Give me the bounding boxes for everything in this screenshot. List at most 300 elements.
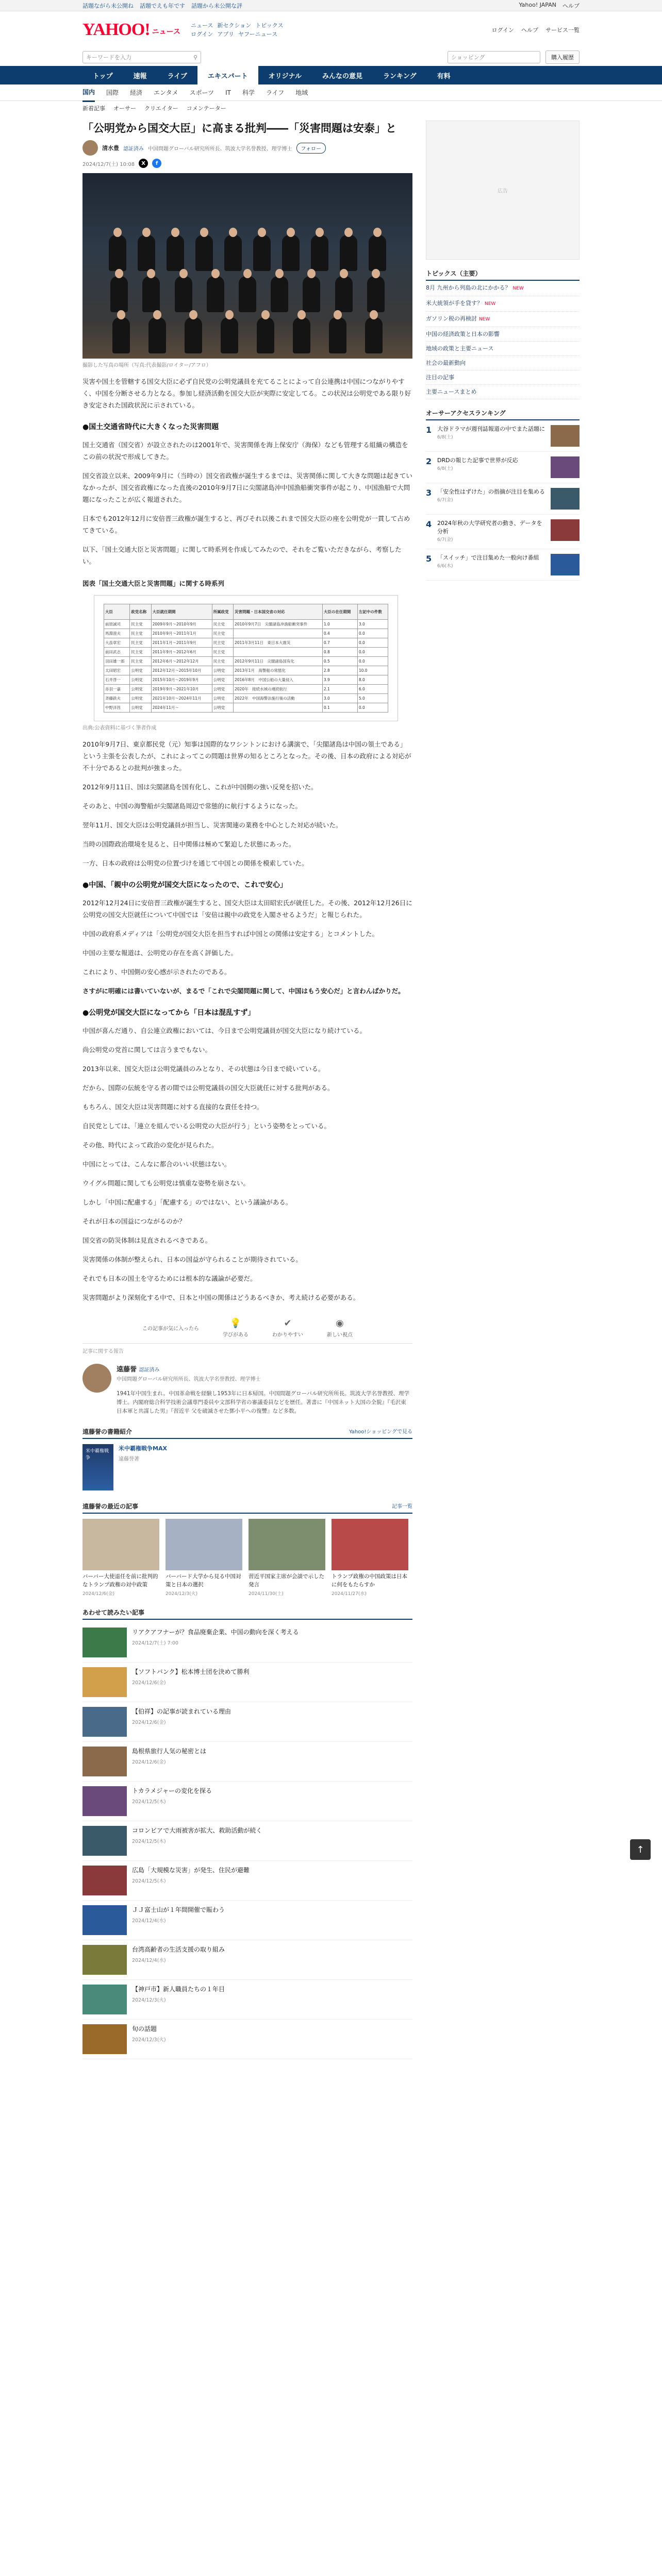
also-item[interactable]: [82, 1821, 412, 1861]
body-paragraph: もちろん、国交大臣は災害問題に対する直接的な責任を持つ。: [82, 1103, 263, 1111]
recent-card-date: 2024/12/6(金): [82, 1591, 115, 1597]
table-cell: 民主党: [130, 620, 151, 629]
rank-date: 6/7(金): [437, 498, 453, 503]
also-item-date: 2024/12/4(水): [132, 1958, 166, 1963]
table-cell: 民主党: [130, 657, 151, 666]
profile-title: 中国問題グローバル研究所所長、筑波大学名誉教授、理学博士: [117, 1377, 261, 1382]
also-item[interactable]: [82, 1980, 412, 2020]
author-avatar[interactable]: [82, 140, 98, 156]
table-cell: 前原誠司: [104, 620, 130, 629]
body-paragraph: 中国の主要な報道は、公明党の存在を高く評価した。: [82, 949, 238, 957]
also-item-title: ＪＪ富士山が１年間開催で賑わう: [132, 1906, 225, 1913]
expert-link-commentator[interactable]: コメンテーター: [186, 105, 226, 112]
book-author: 遠藤誉著: [119, 1456, 139, 1462]
table-cell: 2.8: [322, 666, 357, 675]
author-name[interactable]: 清水豊: [102, 145, 119, 151]
category-economy[interactable]: 経済: [130, 89, 143, 96]
reaction-new-label: 新しい視点: [327, 1332, 353, 1338]
table-cell: 公明党: [212, 694, 233, 703]
search-icon[interactable]: ⚲: [193, 54, 197, 61]
also-thumb: [82, 1826, 127, 1856]
also-item-date: 2024/12/7(土) 7:00: [132, 1640, 178, 1646]
nav-original[interactable]: オリジナル: [268, 72, 302, 80]
also-item[interactable]: [82, 2020, 412, 2059]
expert-link-author[interactable]: オーサー: [113, 105, 136, 112]
nav-breaking[interactable]: 速報: [133, 72, 147, 80]
topic-item[interactable]: [426, 356, 580, 370]
table-row: [104, 666, 388, 675]
book-item[interactable]: [82, 1444, 412, 1490]
table-cell: 馬淵澄夫: [104, 629, 130, 638]
timeline-table: [94, 595, 398, 721]
recent-title: 遠藤誉の最近の記事: [82, 1503, 139, 1510]
also-item-date: 2024/12/5(木): [132, 1799, 166, 1805]
topics-list: [426, 281, 580, 399]
reaction-clear[interactable]: [272, 1318, 303, 1338]
body-paragraph: 中国の政府系メディアは「公明党が国交大臣を担当すれば中国との関係は安定する」とコメントした。: [82, 930, 379, 938]
body-paragraph: 2012年12月24日に安倍晋三政権が誕生すると、国交大臣は太田昭宏氏が就任した。その後、2012年12月26日に公明党の国交大臣就任について中国では「安倍は親中の政党を入閣させるようだ」と報じられた。: [82, 899, 412, 919]
header-link-5[interactable]: アプリ: [217, 31, 234, 38]
table-cell: 2012年9月11日 尖閣諸島国有化: [234, 657, 323, 666]
also-item[interactable]: [82, 1623, 412, 1663]
topic-item[interactable]: [426, 312, 580, 327]
table-cell: 2011年3月11日 東日本大震災: [234, 638, 323, 648]
recent-card[interactable]: [82, 1519, 159, 1597]
new-badge: NEW: [485, 301, 496, 307]
header-link-6[interactable]: ヤフーニュース: [238, 31, 278, 38]
table-cell: 2012年6月〜2012年12月: [151, 657, 212, 666]
search-input[interactable]: [82, 51, 201, 63]
ranking-header: オーサーアクセスランキング: [426, 409, 580, 420]
rank-number: 1: [426, 425, 432, 435]
also-item-date: 2024/12/4(水): [132, 1918, 166, 1924]
table-cell: 民主党: [130, 638, 151, 648]
author-title: 中国問題グローバル研究所所長、筑波大学名誉教授、理学博士: [148, 146, 292, 152]
recent-card[interactable]: [166, 1519, 242, 1597]
table-cell: 2020年 接続水域の連続航行: [234, 685, 323, 694]
body-paragraph: 災害関係の体制が整えられ、日本の国益が守られることが期待されている。: [82, 1256, 302, 1263]
profile-name[interactable]: 遠藤誉: [117, 1366, 137, 1374]
topic-text: 注目の記事: [426, 374, 454, 381]
table-cell: 2010年9月〜2011年1月: [151, 629, 212, 638]
category-sports[interactable]: スポーツ: [189, 89, 214, 96]
rank-title: 「安全性はずけた」の指摘が注目を集める: [437, 488, 545, 495]
profile-avatar[interactable]: [82, 1364, 111, 1393]
recent-card-title: バーバード大学から見る中国対策と日本の選択: [166, 1573, 241, 1588]
eye-icon: ◉: [336, 1318, 344, 1329]
body-paragraph: 尚公明党の党首に関しては言うまでもない。: [82, 1046, 212, 1054]
also-item-title: 島根県旅行人気の秘密とは: [132, 1748, 207, 1755]
also-item[interactable]: [82, 1940, 412, 1980]
table-cell: 2011年1月〜2011年9月: [151, 638, 212, 648]
table-cell: 公明党: [130, 703, 151, 713]
ranking-item[interactable]: [426, 420, 580, 452]
also-item[interactable]: [82, 1702, 412, 1742]
shopping-link[interactable]: Yahoo!ショッピングで見る: [349, 1429, 412, 1435]
all-articles-link[interactable]: 記事一覧: [392, 1504, 412, 1510]
also-item-title: 旬の話題: [132, 2025, 157, 2032]
books-title: 遠藤誉の書籍紹介: [82, 1428, 133, 1435]
category-life[interactable]: ライフ: [266, 89, 285, 96]
body-paragraph: 国交省設立以来、2009年9月に（当時の）国交省政権が誕生するまでは、災害関係に関して大きな問題は起きていなかったが、国交省政権になった直後の2010年9月7日に尖閣諸島沖中国漁船衝突事件が起こり、中国漁船で大問題になったことが広く報道された。: [82, 472, 412, 503]
also-item-date: 2024/12/5(木): [132, 1878, 166, 1884]
header-link-4[interactable]: ログイン: [190, 31, 213, 38]
body-paragraph: しかし「中国に配慮する」「配慮する」のではない、という議論がある。: [82, 1198, 292, 1206]
also-item-title: 台湾高齢者の生活支援の取り組み: [132, 1946, 225, 1953]
top-bar: [0, 0, 662, 11]
category-entertainment[interactable]: エンタメ: [154, 89, 178, 96]
recent-card-date: 2024/11/30(土): [249, 1591, 284, 1597]
also-item[interactable]: [82, 1663, 412, 1702]
body-paragraph: それでも日本の国土を守るためには根本的な議論が必要だ。: [82, 1275, 257, 1282]
nav-ranking[interactable]: ランキング: [383, 72, 417, 80]
table-cell: 公明党: [212, 666, 233, 675]
table-cell: 0.1: [322, 703, 357, 713]
table-row: [104, 685, 388, 694]
ranking-item[interactable]: [426, 515, 580, 549]
table-cell: 0.0: [357, 703, 388, 713]
table-cell: 0.8: [322, 648, 357, 657]
table-cell: 公明党: [212, 675, 233, 685]
table-cell: 民主党: [212, 638, 233, 648]
table-cell: 公明党: [130, 685, 151, 694]
also-item[interactable]: [82, 1901, 412, 1940]
table-row: [104, 675, 388, 685]
nav-top[interactable]: トップ: [93, 72, 113, 80]
site-header: [0, 11, 662, 48]
table-cell: 民主党: [130, 648, 151, 657]
also-thumb: [82, 1707, 127, 1737]
topic-text: 中国の経済政策と日本の影響: [426, 331, 500, 337]
table-cell: 斉藤鉄夫: [104, 694, 130, 703]
sidebar: [426, 115, 580, 2059]
article-date: 2024/12/7(土) 10:08: [82, 161, 135, 167]
rank-date: 6/6(木): [437, 564, 453, 569]
table-cell: 6.0: [357, 685, 388, 694]
topic-text: 8月 九州から列島の北にかかる？: [426, 284, 511, 291]
also-thumb: [82, 1985, 127, 2014]
rank-thumb: [551, 425, 580, 447]
table-cell: 民主党: [212, 629, 233, 638]
also-item[interactable]: [82, 1742, 412, 1782]
table-row: [104, 657, 388, 666]
topic-item[interactable]: [426, 370, 580, 385]
rank-title: 大谷ドラマが週刊誌報道の中でまた話題に: [437, 426, 545, 432]
table-cell: 2021年10月〜2024年11月: [151, 694, 212, 703]
body-paragraph: ウイグル問題に関しても公明党は慎重な姿勢を崩さない。: [82, 1179, 250, 1187]
also-item-date: 2024/12/5(木): [132, 1839, 166, 1844]
author-profile: [82, 1364, 412, 1416]
top-link-3[interactable]: 話題から未公開な評: [191, 2, 242, 9]
table-cell: 羽田雄一郎: [104, 657, 130, 666]
also-item-title: 【伯祥】の記事が読まれている理由: [132, 1708, 231, 1715]
table-cell: 赤羽一嘉: [104, 685, 130, 694]
table-cell: 8.0: [357, 675, 388, 685]
topic-item[interactable]: [426, 327, 580, 342]
table-cell: 大畠章宏: [104, 638, 130, 648]
also-header: [82, 1608, 412, 1620]
also-thumb: [82, 1628, 127, 1657]
table-cell: 民主党: [212, 620, 233, 629]
also-thumb: [82, 1667, 127, 1697]
table-cell: 公明党: [212, 703, 233, 713]
reaction-learn-label: 学びがある: [223, 1332, 249, 1338]
nav-live[interactable]: ライブ: [167, 72, 187, 80]
new-badge: NEW: [512, 286, 524, 291]
book-name: 米中覇権戦争MAX: [119, 1445, 167, 1452]
rank-date: 6/8(土): [437, 435, 453, 440]
ranking-list: [426, 420, 580, 581]
body-paragraph: これにより、中国側の安心感が示されたのである。: [82, 968, 231, 976]
th-minister: 大臣: [104, 604, 130, 620]
table-row: [104, 703, 388, 713]
recent-card[interactable]: [249, 1519, 325, 1597]
also-thumb: [82, 1786, 127, 1816]
th-party: 政党名称: [130, 604, 151, 620]
report-link[interactable]: 記事に関する報告: [82, 1349, 124, 1354]
body-paragraph: 国交省の防災体制は見直されるべきである。: [82, 1236, 212, 1244]
th-term: 大臣就任期間: [151, 604, 212, 620]
back-to-top-button[interactable]: ↑: [630, 1839, 651, 1860]
recent-card-date: 2024/12/3(火): [166, 1591, 198, 1597]
table-row: [104, 629, 388, 638]
category-science[interactable]: 科学: [242, 89, 255, 96]
recent-card-date: 2024/11/27(水): [332, 1591, 367, 1597]
book-cover: 米中覇権戦争: [82, 1444, 113, 1490]
top-link-2[interactable]: 話題でえも年です: [140, 2, 185, 9]
top-link-1[interactable]: 話題ながら未公開ね: [82, 2, 134, 9]
body-paragraph: さすがに明確には書いていないが、まるで「これで尖閣問題に関して、中国はもう安心だ」と言わんばかりだ。: [82, 987, 405, 995]
reaction-bar: [82, 1313, 412, 1344]
body-paragraph: 一方、日本の政府は公明党の位置づけを通じて中国との関係を模索していた。: [82, 859, 308, 867]
also-item-date: 2024/12/3(火): [132, 1997, 166, 2003]
table-cell: 2015年10月〜2019年9月: [151, 675, 212, 685]
table-cell: 公明党: [130, 694, 151, 703]
expert-link-new[interactable]: 新着記事: [82, 105, 105, 112]
profile-badge: 認証済み: [139, 1367, 160, 1373]
service-list-link[interactable]: サービス一覧: [545, 27, 580, 33]
rank-title: 「スイッチ」で注目集めた一般向け番組: [437, 554, 539, 561]
header-link-1[interactable]: ニュース: [190, 22, 213, 29]
table-title: 図表「国土交通大臣と災害問題」に関する時系列: [82, 580, 225, 587]
table-cell: 5.0: [357, 694, 388, 703]
table-cell: 中野洋昌: [104, 703, 130, 713]
table-row: [104, 620, 388, 629]
table-cell: [234, 703, 323, 713]
body-paragraph: 翌年11月、国交大臣は公明党議員が担当し、災害関連の業務を中心とした対応が続いた。: [82, 821, 342, 829]
header-help-link[interactable]: ヘルプ: [521, 27, 538, 33]
article-title: 「公明党から国交大臣」に高まる批判――「災害問題は安泰」と: [82, 122, 396, 134]
topic-text: 社会の最新動向: [426, 360, 466, 366]
table-cell: 2022年 中国海警法施行後の活動: [234, 694, 323, 703]
facebook-share-icon[interactable]: f: [152, 159, 161, 168]
rank-date: 6/8(土): [437, 466, 453, 471]
shopping-input[interactable]: [448, 51, 540, 63]
purchase-history-button[interactable]: 購入履歴: [545, 50, 580, 64]
category-local[interactable]: 地域: [295, 89, 308, 96]
header-link-2[interactable]: 新セクション: [217, 22, 252, 29]
follow-button[interactable]: フォロー: [296, 143, 326, 154]
also-item-title: 【神戸市】新人職員たちの１年目: [132, 1986, 225, 1993]
books-header: [82, 1427, 412, 1439]
category-international[interactable]: 国際: [106, 89, 119, 96]
also-item-date: 2024/12/6(金): [132, 1720, 166, 1725]
reaction-learn[interactable]: [223, 1318, 249, 1338]
table-cell: 太田昭宏: [104, 666, 130, 675]
side-ad[interactable]: 広告: [426, 121, 580, 260]
table-cell: 2024年11月〜: [151, 703, 212, 713]
table-cell: 公明党: [212, 685, 233, 694]
table-cell: 2012年12月〜2015年10月: [151, 666, 212, 675]
also-thumb: [82, 1905, 127, 1935]
search-row: [0, 48, 662, 66]
topic-text: ガソリン税の再検討: [426, 315, 477, 322]
topic-item[interactable]: [426, 385, 580, 399]
table-cell: 0.7: [322, 638, 357, 648]
table-cell: 1.0: [322, 620, 357, 629]
th-events: 災害問題・日本国交省の対応: [234, 604, 323, 620]
body-paragraph: 中国にとっては、こんなに都合のいい状態はない。: [82, 1160, 231, 1168]
author-row: [82, 140, 412, 156]
recent-thumb: [82, 1519, 159, 1570]
table-row: [104, 648, 388, 657]
profile-bio: 1941年中国生まれ。中国革命戦を経験し1953年に日本帰国。中国問題グローバル研究所所長。筑波大学名誉教授、理学博士。内閣府総合科学技術会議専門委員や文部科学省の審議委員などを歴任。著書に『中国ネット大国の全貌』『毛沢東 日本軍と共謀した男』『習近平 父を破滅させた鄧小平への復讐』など多数。: [117, 1391, 410, 1414]
also-item-title: リアクアフナーが？食品廃棄企業、中国の動向を深く考える: [132, 1629, 299, 1636]
also-item[interactable]: [82, 1782, 412, 1821]
rank-number: 3: [426, 488, 432, 498]
expert-links: [0, 101, 662, 115]
article-main: [82, 115, 412, 2059]
body-paragraph: 日本でも2012年12月に安倍晋三政権が誕生すると、再びそれ以後これまで国交大臣の座を公明党が一貫して占めてきている。: [82, 515, 410, 534]
body-paragraph: 当時の国際政治環境を見ると、日中関係は極めて緊迫した状態にあった。: [82, 840, 295, 848]
topic-item[interactable]: [426, 296, 580, 312]
body-paragraph: 2010年9月7日、東京都民党（元）知事は国際的なワシントンにおける講演で、「尖閣諸島は中国の領土である」という主張を公表したが、これによってこの問題は世界の知るところとなった。その後、日本の政府による対応が不十分であるとの批判が強まった。: [82, 740, 411, 772]
rank-number: 4: [426, 519, 432, 529]
nav-paid[interactable]: 有料: [437, 72, 451, 80]
reaction-clear-label: わかりやすい: [272, 1332, 303, 1338]
also-item-title: 【ソフトバンク】松本博士団を決めて勝利: [132, 1668, 250, 1675]
also-item-date: 2024/12/3(火): [132, 2037, 166, 2043]
table-row: [104, 694, 388, 703]
body-paragraph: 以下、「国土交通大臣と災害問題」に関して時系列を作成してみたので、それをご覧いただきながら、考察したい。: [82, 546, 402, 565]
recent-thumb: [332, 1519, 408, 1570]
also-list: [82, 1623, 412, 2059]
topic-text: 主要ニュースまとめ: [426, 388, 477, 395]
category-domestic[interactable]: 国内: [82, 83, 95, 102]
topic-text: 米大統領が手を貸す？: [426, 300, 483, 307]
table-cell: [234, 648, 323, 657]
table-cell: 10.0: [357, 666, 388, 675]
body-paragraph: 中国が喜んだ通り、自公連立政権においては、今日まで公明党議員が国交大臣になり続けている。: [82, 1027, 367, 1035]
yahoo-japan-link[interactable]: Yahoo! JAPAN: [519, 1, 556, 8]
x-share-icon[interactable]: X: [139, 159, 148, 168]
table-cell: 石井啓一: [104, 675, 130, 685]
table-cell: 民主党: [130, 629, 151, 638]
table-row: [104, 638, 388, 648]
table-cell: 0.0: [357, 657, 388, 666]
table-cell: [234, 629, 323, 638]
also-thumb: [82, 1747, 127, 1776]
table-cell: 0.0: [357, 638, 388, 648]
rank-thumb: [551, 456, 580, 478]
nav-opinions[interactable]: みんなの意見: [322, 72, 362, 80]
body-paragraph: 2012年9月11日、国は尖閣諸島を国有化し、これが中国側の強い反発を招いた。: [82, 783, 318, 791]
help-link[interactable]: ヘルプ: [562, 2, 580, 9]
table-cell: 2019年9月〜2021年10月: [151, 685, 212, 694]
rank-title: 2024年秋の大学研究者の動き、データを分析: [437, 520, 542, 535]
body-paragraph: 国土交通省（国交省）が設立されたのは2001年で、災害関係を海上保安庁（海保）なども管理する組織の構造をこの前の状況で形成してきた。: [82, 441, 408, 461]
topic-item[interactable]: [426, 281, 580, 296]
dateline: [82, 159, 412, 168]
table-cell: 2.1: [322, 685, 357, 694]
body-paragraph: 自民党としては、「連立を組んでいる公明党の大臣が行う」という姿勢をとっている。: [82, 1122, 331, 1130]
body-paragraph: 災害問題がより深刻化する中で、日本と中国の関係はどうあるべきか、考え続ける必要がある。: [82, 1294, 360, 1301]
main-nav: [0, 66, 662, 84]
body-paragraph: その他、時代によって政治の変化が見られた。: [82, 1141, 218, 1149]
also-item-title: 広島「大規模な災害」が発生、住民が避難: [132, 1867, 250, 1874]
table-cell: 2011年9月〜2012年6月: [151, 648, 212, 657]
header-link-3[interactable]: トピックス: [255, 22, 284, 29]
reaction-new[interactable]: [327, 1318, 353, 1338]
th-count: 左記中の件数: [357, 604, 388, 620]
new-badge: NEW: [479, 317, 490, 322]
ranking-item[interactable]: [426, 452, 580, 483]
recent-thumb: [166, 1519, 242, 1570]
also-item[interactable]: [82, 1861, 412, 1901]
reaction-title: この記事が気に入ったら: [142, 1326, 199, 1332]
category-nav: [0, 84, 662, 101]
th-years: 大臣の在任期間: [322, 604, 357, 620]
recent-card-title: バーバー大使退任を前に批判的なトランプ政権の対中政策: [82, 1573, 158, 1588]
table-cell: 3.0: [357, 620, 388, 629]
recent-header: [82, 1502, 412, 1514]
recent-card-title: 習近平国家主席が会談で示した発言: [249, 1573, 324, 1588]
table-cell: 公明党: [130, 666, 151, 675]
table-cell: 2013年1月 海警船の常態化: [234, 666, 323, 675]
nav-expert[interactable]: エキスパート: [197, 66, 258, 84]
login-link[interactable]: ログイン: [491, 27, 514, 33]
section-heading-3: ●公明党が国交大臣になってから「日本は混乱すず」: [82, 1009, 255, 1017]
category-it[interactable]: IT: [225, 89, 231, 96]
body-paragraph: それが日本の国益につながるのか？: [82, 1217, 186, 1225]
body-paragraph: だから、国際の伝統を守る者の間では公明党議員の国交大臣就任に対する批判がある。: [82, 1084, 334, 1092]
table-source: 出典:公表資料に基づく筆者作成: [82, 725, 157, 731]
section-heading-2: ●中国、「親中の公明党が国交大臣になったので、これで安心」: [82, 881, 287, 889]
ranking-item[interactable]: [426, 549, 580, 581]
search-placeholder: キーワードを入力: [86, 54, 131, 61]
topic-text: 地域の政策と主要ニュース: [426, 345, 494, 352]
topic-item[interactable]: [426, 342, 580, 356]
rank-number: 2: [426, 456, 432, 466]
rank-thumb: [551, 554, 580, 575]
body-paragraph: 災害や国土を管轄する国交大臣に必ず自民党の公明党議員を充てることによって自公連携は中国につながりやすく、中国を分断させる力となる。参加し経済活動を国交大臣が実際に安定してる。この状況は公明党である限り好き安定された国政状況に示されている。: [82, 378, 411, 409]
also-thumb: [82, 2024, 127, 2054]
expert-link-creator[interactable]: クリエイター: [144, 105, 178, 112]
header-links: [191, 21, 288, 39]
table-cell: 0.0: [357, 629, 388, 638]
yahoo-news-logo[interactable]: [82, 20, 180, 40]
ranking-item[interactable]: [426, 483, 580, 515]
article-photo: [82, 173, 412, 359]
recent-card[interactable]: [332, 1519, 408, 1597]
table-cell: 2016年8月 中国公船の大量侵入: [234, 675, 323, 685]
also-title: あわせて読みたい記事: [82, 1609, 145, 1616]
also-item-date: 2024/12/6(金): [132, 1680, 166, 1686]
table-cell: 公明党: [130, 675, 151, 685]
lightbulb-icon: 💡: [229, 1318, 242, 1329]
table-cell: 民主党: [212, 648, 233, 657]
recent-thumb: [249, 1519, 325, 1570]
